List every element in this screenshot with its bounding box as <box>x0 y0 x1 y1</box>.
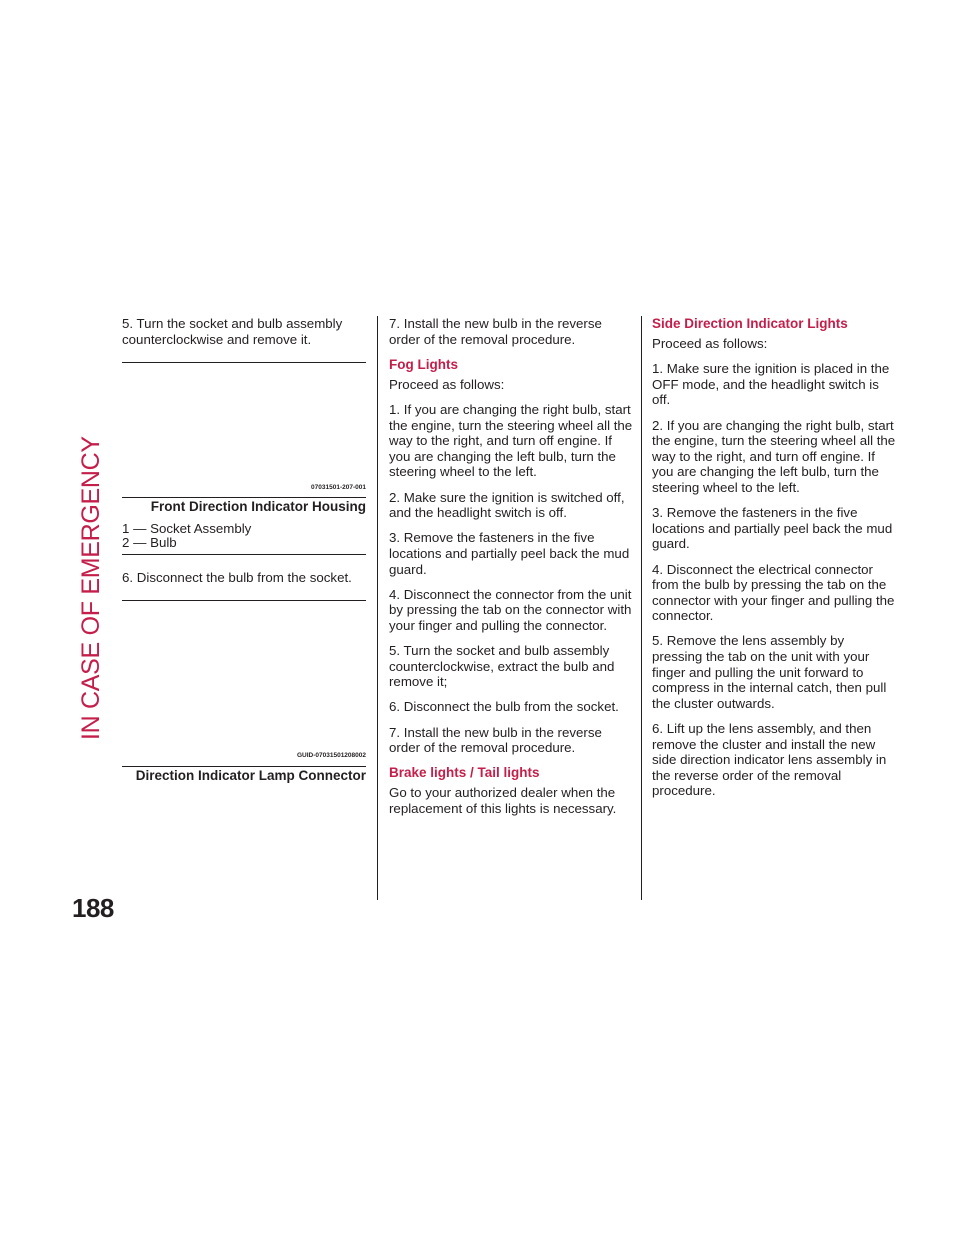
figure-front-direction-indicator-housing <box>122 362 366 498</box>
column-3 <box>652 316 898 809</box>
side-intro: Proceed as follows: <box>652 336 768 351</box>
fog-intro: Proceed as follows: <box>389 376 505 392</box>
fog-step: 1. If you are changing the right bulb, start the engine, turn the steering wheel all the way to the right, and turn off engine. If you are changing the left bulb, turn the steering wheel to the left. <box>389 401 633 480</box>
figure-legend <box>122 522 366 550</box>
side-step: 2. If you are changing the right bulb, start the engine, turn the steering wheel all the way to the right, and turn off engine. If you are changing the left bulb, turn the steering wheel to the left. <box>652 417 896 495</box>
figure-caption: Direction Indicator Lamp Connector <box>135 767 366 783</box>
page-number: 188 <box>72 893 114 923</box>
fog-step: 6. Disconnect the bulb from the socket. <box>389 699 619 715</box>
brake-lights-heading: Brake lights / Tail lights <box>389 765 540 781</box>
fog-step: 7. Install the new bulb in the reverse order of the removal procedure. <box>389 724 602 756</box>
figure-direction-indicator-lamp-connector <box>122 600 366 767</box>
figure-caption: Front Direction Indicator Housing <box>150 499 366 515</box>
fog-lights-heading: Fog Lights <box>389 356 458 372</box>
column-1 <box>122 316 366 784</box>
side-step: 3. Remove the fasteners in the five locations and partially peel back the mud guard. <box>652 505 893 552</box>
step-5: 5. Turn the socket and bulb assembly counterclockwise and remove it. <box>122 316 343 347</box>
column-divider <box>377 316 378 900</box>
fog-step: 2. Make sure the ignition is switched off, and the headlight switch is off. <box>389 489 625 521</box>
side-step: 4. Disconnect the electrical connector from the bulb by pressing the tab on the connector with your finger and pulling the connector. <box>652 561 895 624</box>
legend-item: 2 — Bulb <box>122 535 177 551</box>
fog-step: 3. Remove the fasteners in the five locations and partially peel back the mud guard. <box>389 530 630 577</box>
side-indicator-heading: Side Direction Indicator Lights <box>652 316 848 331</box>
side-step: 5. Remove the lens assembly by pressing the tab on the unit with your finger and pulling the unit forward to compress in the internal catch, then pull the cluster outwards. <box>652 633 887 711</box>
side-step: 6. Lift up the lens assembly, and then remove the cluster and install the new side direction indicator lens assembly in the reverse order of the removal procedure. <box>652 721 887 799</box>
brake-text: Go to your authorized dealer when the replacement of this lights is necessary. <box>389 785 617 816</box>
fog-step: 5. Turn the socket and bulb assembly counterclockwise, extract the bulb and remove it; <box>389 643 615 690</box>
figure-code: 07031501-207-001 <box>311 483 366 491</box>
figure-code: GUID-07031501208002 <box>296 752 366 760</box>
section-title: IN CASE OF EMERGENCY <box>77 436 105 740</box>
fog-step: 4. Disconnect the connector from the unit by pressing the tab on the connector with your finger and pulling the connector. <box>389 586 632 633</box>
column-divider <box>641 316 642 900</box>
step-6: 6. Disconnect the bulb from the socket. <box>122 570 352 586</box>
side-step: 1. Make sure the ignition is placed in the OFF mode, and the headlight switch is off. <box>652 361 890 408</box>
legend-item: 1 — Socket Assembly <box>122 521 252 537</box>
step-7: 7. Install the new bulb in the reverse order of the removal procedure. <box>389 316 602 347</box>
legend-divider <box>122 554 366 555</box>
column-2 <box>389 316 633 826</box>
